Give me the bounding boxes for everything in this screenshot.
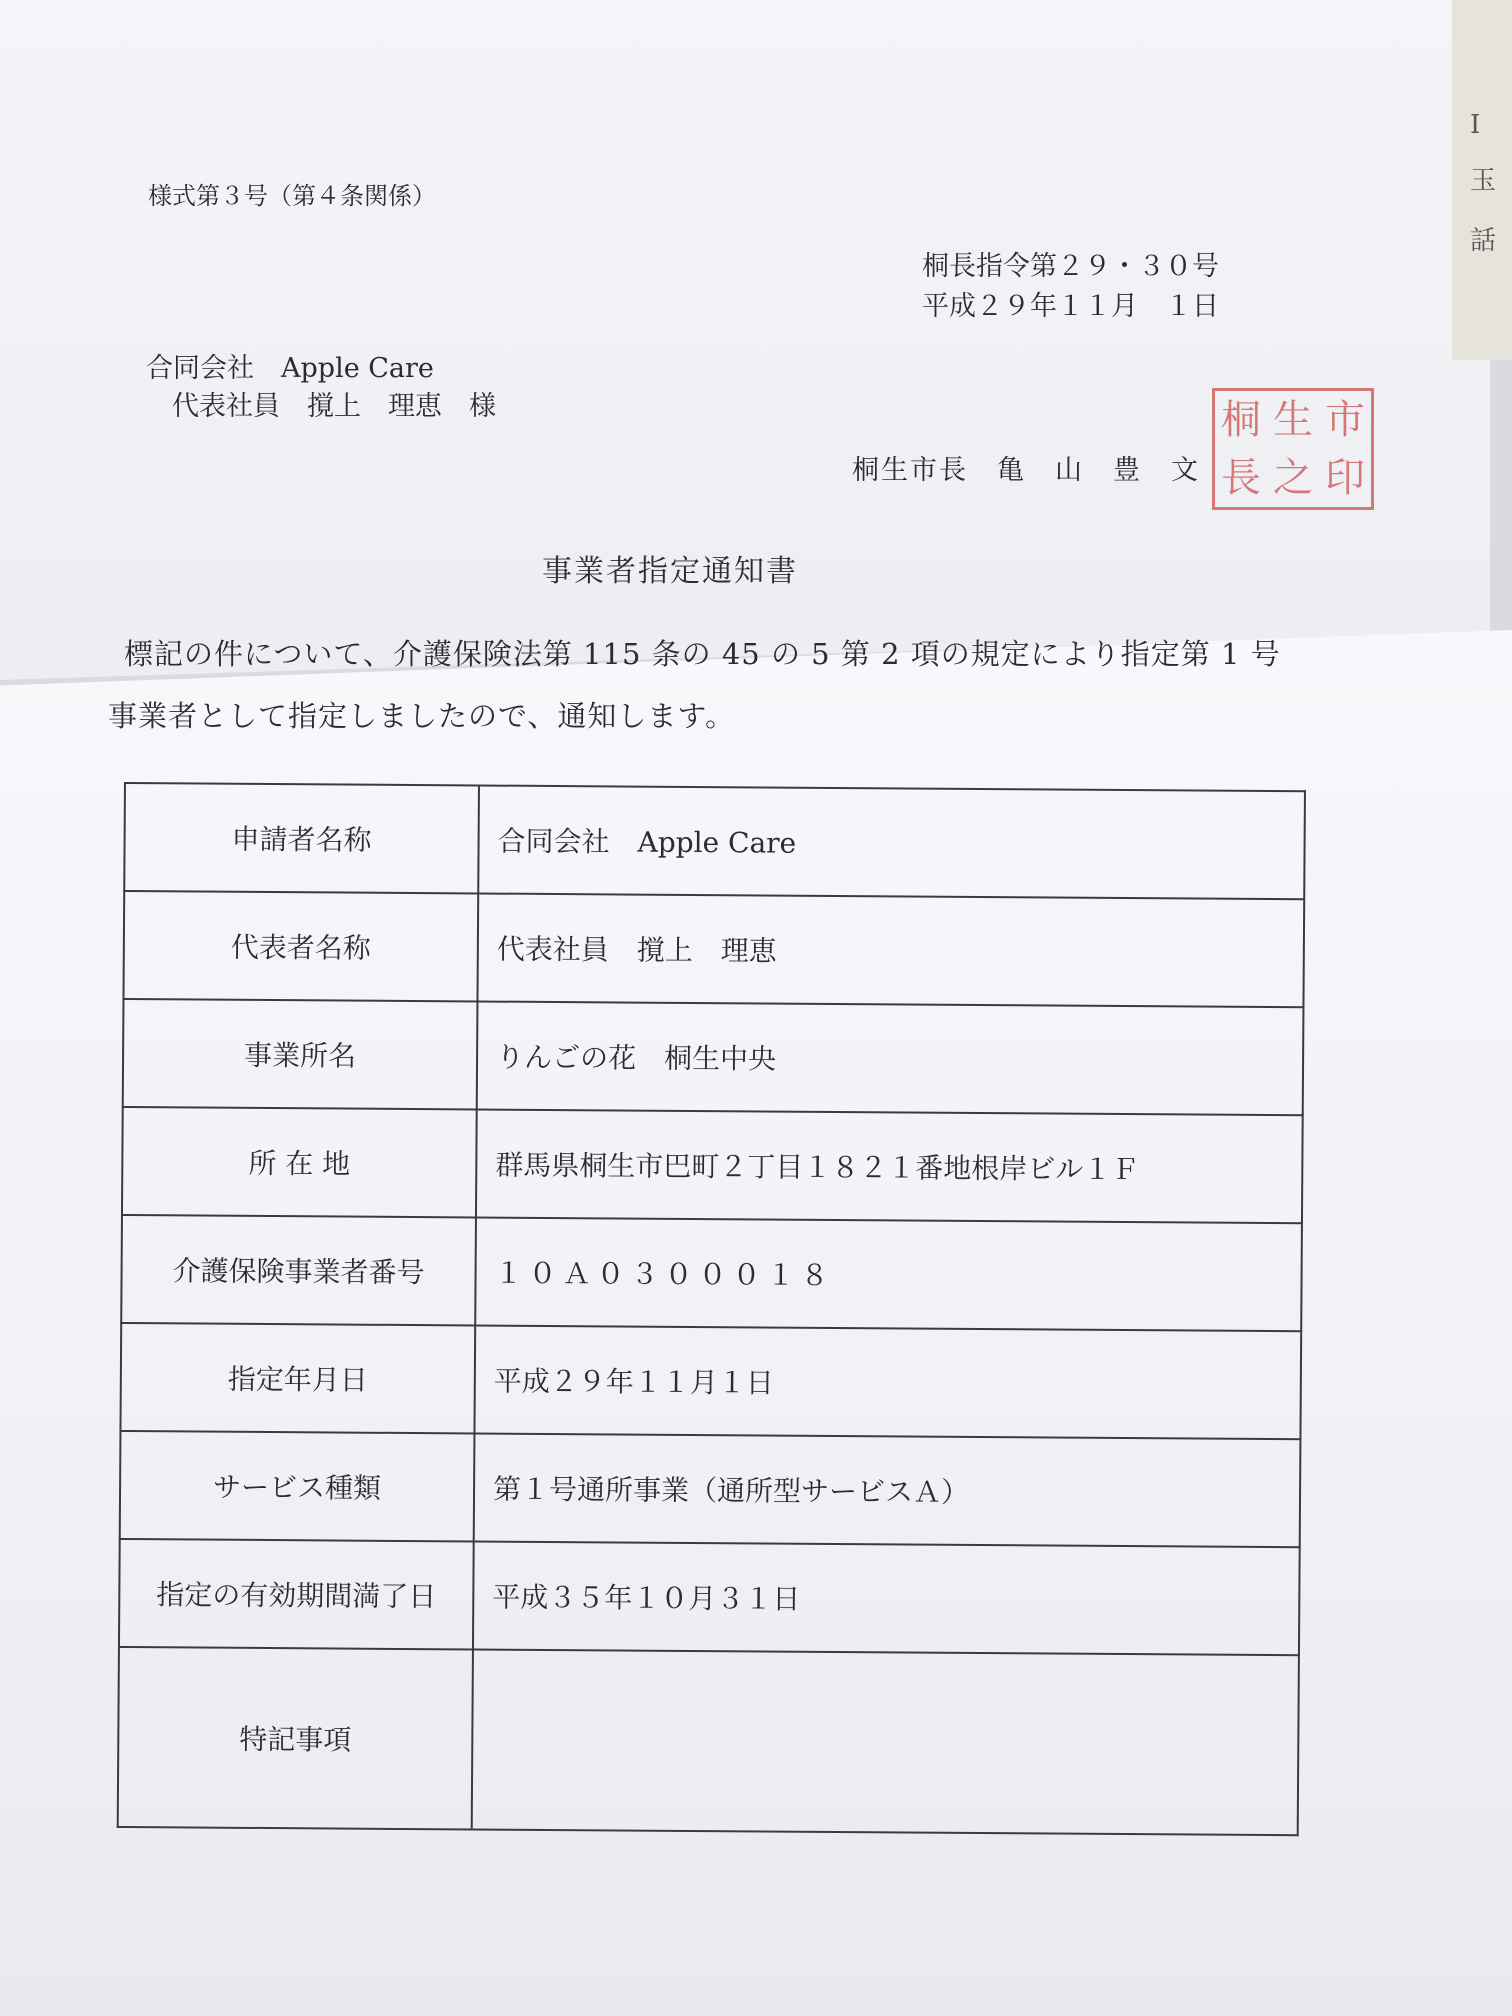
form-number: 様式第３号（第４条関係）	[148, 182, 436, 210]
row-label: 申請者名称	[124, 783, 479, 893]
row-value: りんごの花 桐生中央	[477, 1001, 1304, 1115]
sender-title: 桐生市長 亀 山 豊 文	[852, 455, 1200, 486]
seal-char: 生	[1273, 397, 1313, 443]
side-paper-char: 話	[1470, 226, 1497, 256]
row-value: 平成３５年１０月３１日	[473, 1541, 1300, 1655]
row-value: 合同会社 Apple Care	[478, 785, 1305, 899]
row-value: 平成２９年１１月１日	[474, 1325, 1301, 1439]
document-title: 事業者指定通知書	[542, 554, 798, 589]
seal-char: 市	[1325, 397, 1365, 443]
body-text-line-1: 標記の件について、介護保険法第 115 条の 45 の 5 第 2 項の規定により指定第 1 号	[124, 637, 1281, 671]
seal-char: 印	[1325, 455, 1365, 501]
side-paper-char: 玉	[1470, 166, 1497, 196]
table-row	[120, 1431, 1301, 1547]
body-text-line-2: 事業者として指定しましたので、通知します。	[108, 699, 736, 733]
designation-details-table	[117, 782, 1306, 1836]
row-label: 介護保険事業者番号	[121, 1215, 476, 1325]
table-row	[123, 891, 1304, 1007]
row-label: 指定年月日	[120, 1323, 475, 1433]
row-value: 代表社員 撹上 理恵	[477, 893, 1304, 1007]
official-seal	[1212, 388, 1374, 510]
row-label: サービス種類	[120, 1431, 475, 1541]
side-paper-char: I	[1470, 110, 1481, 140]
row-value	[472, 1649, 1299, 1835]
row-label: 代表者名称	[123, 891, 478, 1001]
recipient-company: 合同会社 Apple Care	[146, 353, 434, 384]
recipient-representative: 代表社員 撹上 理恵 様	[172, 391, 496, 422]
table-row	[118, 1647, 1299, 1835]
issue-date: 平成２９年１１月 １日	[922, 291, 1219, 322]
row-label: 所 在 地	[122, 1107, 477, 1217]
row-label: 事業所名	[123, 999, 478, 1109]
table-row	[124, 783, 1305, 899]
table-row	[119, 1539, 1300, 1655]
seal-char: 長	[1221, 455, 1261, 501]
row-value: 群馬県桐生市巴町２丁目１８２１番地根岸ビル１Ｆ	[476, 1109, 1303, 1223]
seal-char: 桐	[1221, 397, 1261, 443]
row-label: 特記事項	[118, 1647, 473, 1829]
table-row	[120, 1323, 1301, 1439]
table-row	[122, 1107, 1303, 1223]
document-number: 桐長指令第２９・３０号	[922, 251, 1219, 282]
table-row	[123, 999, 1304, 1115]
side-paper-edge	[1452, 0, 1512, 360]
row-value: 第１号通所事業（通所型サービスＡ）	[474, 1433, 1301, 1547]
row-value: １０Ａ０３０００１８	[475, 1217, 1302, 1331]
table-row	[121, 1215, 1302, 1331]
seal-char: 之	[1273, 455, 1313, 501]
row-label: 指定の有効期間満了日	[119, 1539, 474, 1649]
